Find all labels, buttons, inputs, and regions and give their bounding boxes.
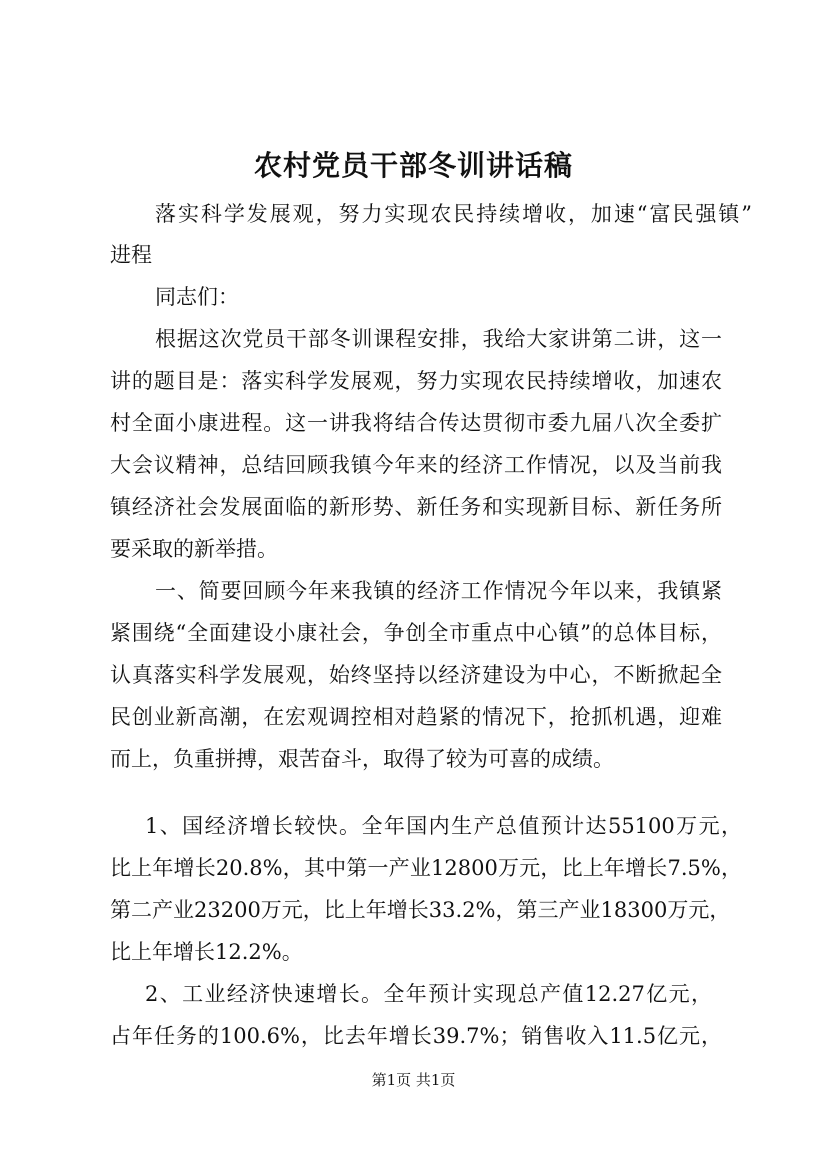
paragraph-1-line-5: 镇经济社会发展面临的新形势、新任务和实现新目标、新任务所: [110, 495, 722, 519]
paragraph-3-line-2: 比上年增长20.8%，其中第一产业12800万元，比上年增长7.5%，: [110, 856, 742, 880]
paragraph-1-line-4: 大会议精神，总结回顾我镇今年来的经济工作情况，以及当前我: [110, 453, 722, 477]
subtitle-line-1: 落实科学发展观，努力实现农民持续增收，加速“富民强镇”: [155, 202, 752, 226]
paragraph-1-line-1: 根据这次党员干部冬训课程安排，我给大家讲第二讲，这一: [155, 327, 722, 351]
paragraph-2-line-2: 紧围绕“全面建设小康社会，争创全市重点中心镇”的总体目标，: [110, 621, 722, 645]
paragraph-3-line-1: 1、国经济增长较快。全年国内生产总值预计达55100万元，: [145, 814, 742, 838]
paragraph-2-line-1: 一、简要回顾今年来我镇的经济工作情况今年以来，我镇紧: [155, 579, 722, 603]
subtitle-line-2: 进程: [110, 243, 152, 267]
salutation: 同志们：: [155, 285, 239, 309]
paragraph-2-line-3: 认真落实科学发展观，始终坚持以经济建设为中心，不断掀起全: [110, 663, 722, 687]
paragraph-2-line-4: 民创业新高潮，在宏观调控相对趋紧的情况下，抢抓机遇，迎难: [110, 705, 722, 729]
paragraph-4-line-1: 2、工业经济快速增长。全年预计实现总产值12.27亿元，: [145, 982, 712, 1006]
paragraph-1-line-2: 讲的题目是：落实科学发展观，努力实现农民持续增收，加速农: [110, 369, 722, 393]
page-footer: 第1页 共1页: [371, 1071, 456, 1089]
paragraph-2-line-5: 而上，负重拼搏，艰苦奋斗，取得了较为可喜的成绩。: [110, 747, 614, 771]
paragraph-3-line-3: 第二产业23200万元，比上年增长33.2%，第三产业18300万元，: [110, 898, 731, 922]
paragraph-1-line-6: 要采取的新举措。: [110, 537, 278, 561]
document-title: 农村党员干部冬训讲话稿: [253, 149, 573, 182]
paragraph-1-line-3: 村全面小康进程。这一讲我将结合传达贯彻市委九届八次全委扩: [110, 411, 722, 435]
paragraph-3-line-4: 比上年增长12.2%。: [110, 940, 303, 964]
paragraph-4-line-2: 占年任务的100.6%，比去年增长39.7%；销售收入11.5亿元，: [110, 1024, 722, 1048]
